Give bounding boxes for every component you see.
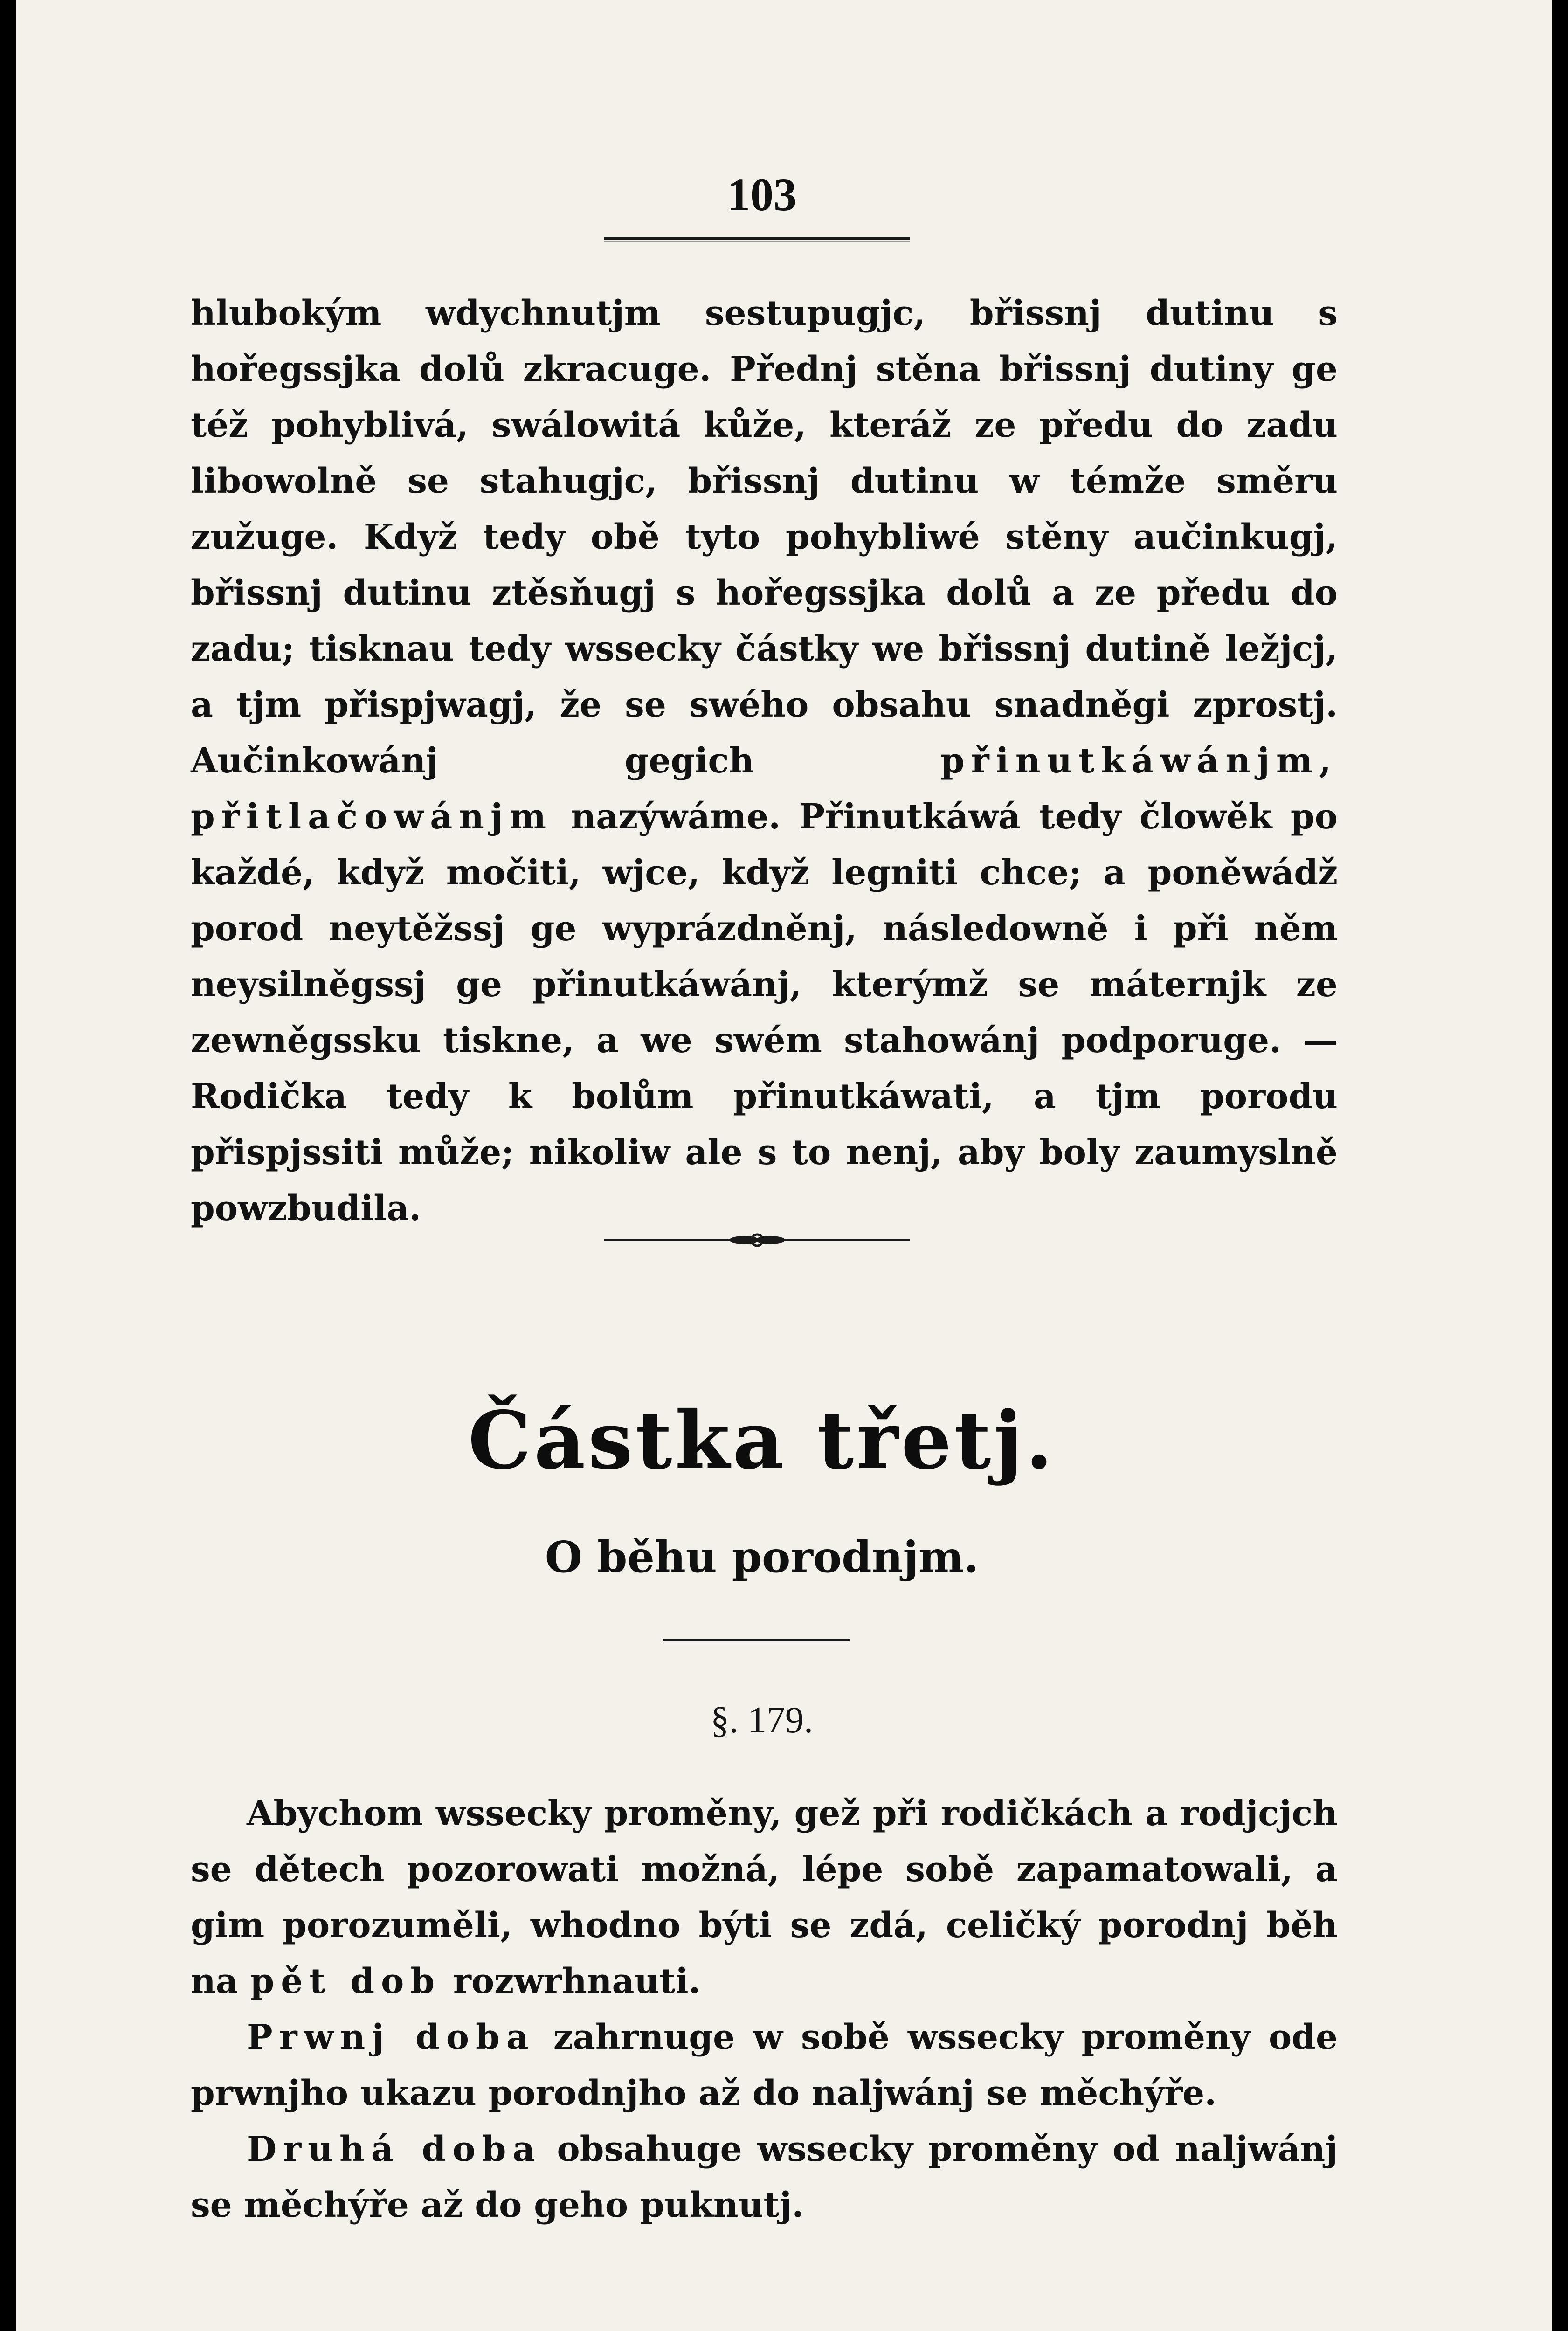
period-label: Prwnj doba — [247, 2017, 535, 2057]
chapter-subtitle: O běhu porodnjm. — [545, 1532, 979, 1582]
subtitle-rule — [663, 1639, 850, 1641]
header-rule — [604, 237, 910, 240]
section-paragraph-1 — [191, 1786, 1338, 2009]
emphasized-terms: pět dob — [250, 1961, 442, 2001]
paragraph-text-continued: nazýwáme. Přinutkáwá tedy člowěk po každé, když močiti, wjce, když legniti chce; a poněwádž porod neytěžssj ge wyprázdněnj, následowně i při něm neysilněgssj ge přinutkáwánj, kterýmž se máternjk ze zewněgssku tiskne, a we swém stahowánj podporuge. — Rodička tedy k bolům přinutkáwati, a tjm porodu přispjssiti může; nikoliw ale s to nenj, aby boly zaumyslně powzbudila. — [191, 797, 1338, 1228]
emphasized-terms: přinutkáwánjm, přitlačowánjm — [191, 741, 1338, 837]
page-number: 103 — [727, 169, 797, 221]
paragraph-text: obsahuge wssecky proměny od naljwánj se měchýře až do geho puknutj. — [191, 2129, 1338, 2225]
section-paragraph-2 — [191, 2009, 1338, 2121]
paragraph-text: Abychom wssecky proměny, gež při rodičkách a rodjcjch se dětech pozorowati možná, lépe sobě zapamatowali, a gim porozuměli, whodno býti se zdá, celičký porodnj běh na — [191, 1793, 1338, 2001]
section-paragraph-3 — [191, 2121, 1338, 2233]
section-number: §. 179. — [711, 1700, 813, 1741]
paragraph-end: rozwrhnauti. — [453, 1961, 701, 2001]
body-paragraph-continuation — [191, 285, 1338, 1236]
chapter-title: Částka třetj. — [468, 1394, 1056, 1487]
period-label: Druhá doba — [247, 2129, 542, 2169]
ornamental-divider — [604, 1221, 910, 1259]
paragraph-text: hlubokým wdychnutjm sestupugjc, břissnj dutinu s hořegssjka dolů zkracuge. Přednj stěna břissnj dutiny ge též pohyblivá, swálowitá kůže, kteráž ze předu do zadu libowolně se stahugjc, břissnj dutinu w témže směru zužuge. Když tedy obě tyto pohybliwé stěny aučinkugj, břissnj dutinu ztěsňugj s hořegssjka dolů a ze předu do zadu; tisknau tedy wssecky částky we břissnj dutině ležjcj, a tjm přispjwagj, že se swého obsahu snadněgi zprostj. Aučinkowánj gegich — [191, 293, 1338, 781]
header-rule-shadow — [604, 241, 910, 242]
paragraph-text: zahrnuge w sobě wssecky proměny ode prwnjho ukazu porodnjho až do naljwánj se měchýře. — [191, 2017, 1338, 2113]
book-page — [16, 0, 1552, 2331]
